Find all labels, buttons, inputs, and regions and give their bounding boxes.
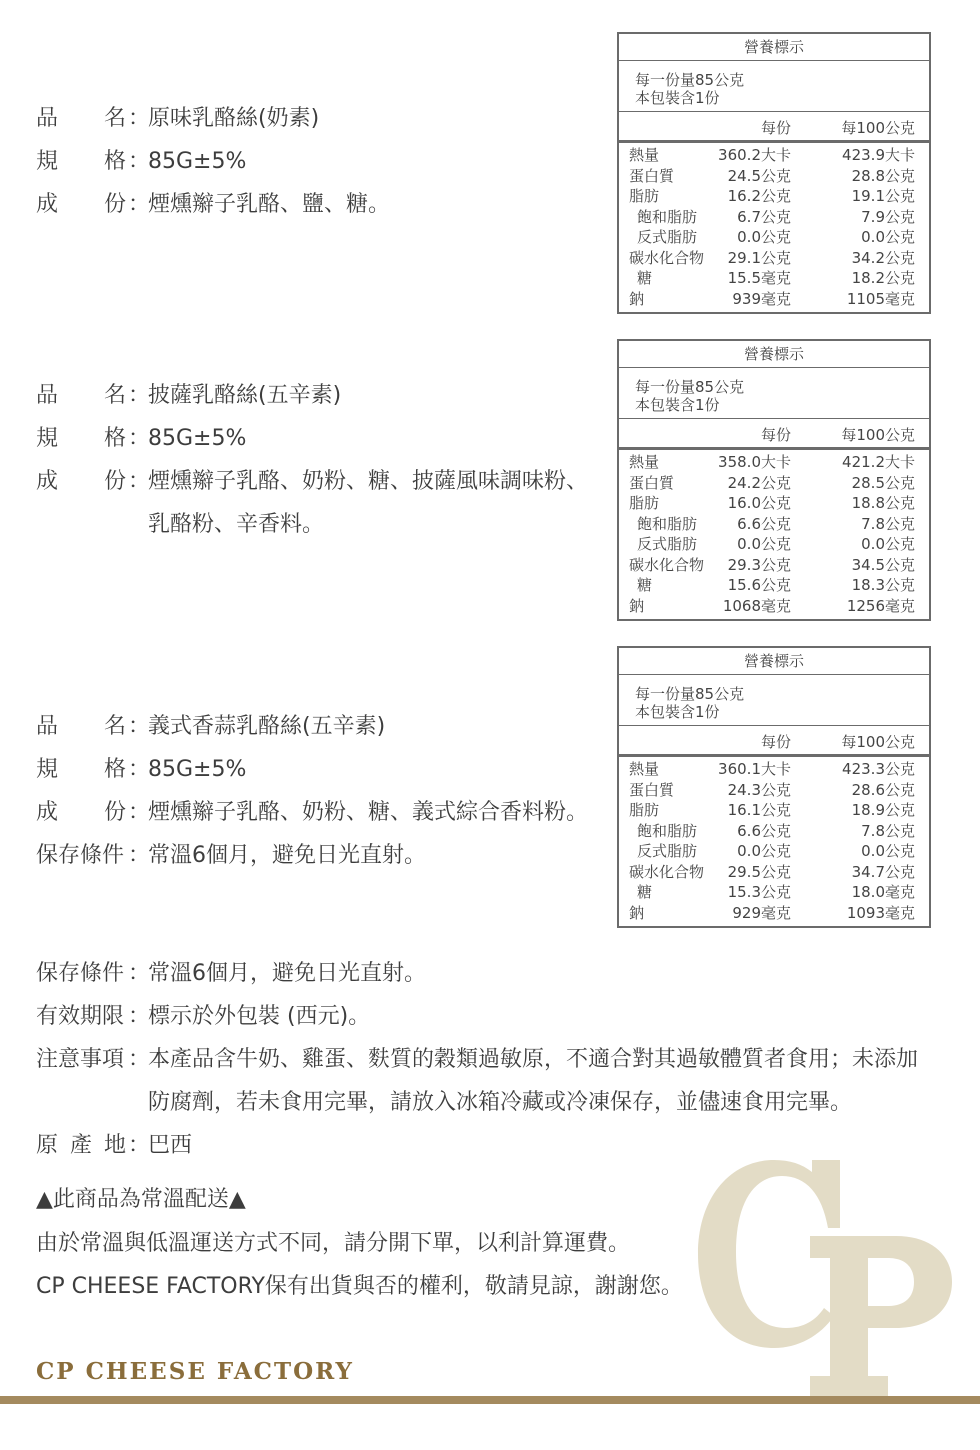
product-spec: 85G±5% xyxy=(148,149,247,174)
product-name-row xyxy=(36,374,606,417)
per-100g-value: 19.1公克 xyxy=(851,187,915,205)
note-label: 有效期限 xyxy=(36,1004,125,1029)
note-text: 巴西 xyxy=(148,1133,193,1158)
nutrition-row xyxy=(619,514,929,535)
nutrient-name: 鈉 xyxy=(629,596,645,615)
shipping-headline: ▲此商品為常溫配送▲ xyxy=(36,1187,246,1212)
per-100g-value: 18.2公克 xyxy=(851,269,915,287)
per-100g-value: 18.3公克 xyxy=(851,576,915,594)
nutrition-header xyxy=(619,112,929,143)
per-serving-value: 939毫克 xyxy=(732,289,791,308)
nutrition-table-1 xyxy=(617,32,931,314)
nutrition-table-3 xyxy=(617,646,931,928)
per-100g-value: 18.0毫克 xyxy=(851,883,915,901)
nutrient-name: 脂肪 xyxy=(629,187,660,205)
product-spec-row xyxy=(36,417,606,460)
per-serving-value: 24.2公克 xyxy=(727,473,791,492)
col-per-100g: 每100公克 xyxy=(841,426,915,444)
note-storage xyxy=(36,952,936,995)
product-ingredients-row xyxy=(36,460,606,537)
nutrition-header xyxy=(619,726,929,757)
nutrition-rows xyxy=(619,757,929,923)
per-serving-value: 16.2公克 xyxy=(727,187,791,205)
nutrient-name: 蛋白質 xyxy=(629,473,675,492)
colon: ： xyxy=(128,714,151,739)
nutrient-name: 飽和脂肪 xyxy=(637,821,698,840)
note-text: 本產品含牛奶、雞蛋、麩質的穀類過敏原，不適合對其過敏體質者食用；未添加 xyxy=(148,1047,919,1072)
nutrition-row xyxy=(619,821,929,842)
nutrition-row xyxy=(619,493,929,514)
per-serving-value: 0.0公克 xyxy=(737,228,791,246)
per-serving-value: 929毫克 xyxy=(732,903,791,922)
note-text: 防腐劑，若未食用完畢，請放入冰箱冷藏或冷凍保存，並儘速食用完畢。 xyxy=(148,1090,853,1115)
per-100g-value: 0.0公克 xyxy=(861,842,915,860)
product-info-2 xyxy=(36,374,606,537)
nutrition-row xyxy=(619,452,929,473)
note-caution xyxy=(36,1038,936,1081)
nutrient-name: 反式脂肪 xyxy=(637,842,698,860)
colon: ： xyxy=(128,106,151,131)
nutrition-title: 營養標示 xyxy=(619,34,929,61)
product-ingredients-row xyxy=(36,183,606,226)
nutrition-row xyxy=(619,903,929,924)
per-100g-value: 1105毫克 xyxy=(846,289,915,308)
per-100g-value: 1256毫克 xyxy=(846,596,915,615)
per-100g-value: 423.9大卡 xyxy=(842,146,915,164)
product-spec: 85G±5% xyxy=(148,757,247,782)
per-serving-value: 360.1大卡 xyxy=(718,760,791,778)
note-text: 標示於外包裝 (西元)。 xyxy=(148,1004,371,1029)
nutrient-name: 碳水化合物 xyxy=(629,862,705,881)
product-info-1 xyxy=(36,97,606,226)
nutrition-row xyxy=(619,882,929,903)
nutrition-row xyxy=(619,841,929,862)
nutrient-name: 鈉 xyxy=(629,289,645,308)
per-100g-value: 34.2公克 xyxy=(851,248,915,267)
nutrient-name: 熱量 xyxy=(629,146,660,164)
footer-bar xyxy=(0,1396,980,1404)
per-100g-value: 7.8公克 xyxy=(861,821,915,840)
colon: ： xyxy=(128,843,151,868)
product-storage-row xyxy=(36,834,606,877)
product-ingredients: 煙燻辮子乳酪、鹽、糖。 xyxy=(148,192,391,217)
colon: ： xyxy=(128,1047,151,1072)
colon: ： xyxy=(128,426,151,451)
nutrient-name: 糖 xyxy=(637,576,653,594)
per-100g-value: 34.5公克 xyxy=(851,555,915,574)
nutrition-rows xyxy=(619,450,929,616)
per-serving-value: 15.6公克 xyxy=(727,576,791,594)
note-expiry xyxy=(36,995,936,1038)
nutrition-table-2 xyxy=(617,339,931,621)
nutrition-row xyxy=(619,166,929,187)
per-serving-value: 1068毫克 xyxy=(722,596,791,615)
spec-label: 規 格 xyxy=(36,426,126,451)
per-serving-value: 15.3公克 xyxy=(727,883,791,901)
colon: ： xyxy=(128,1133,151,1158)
nutrition-row xyxy=(619,248,929,269)
nutrition-title: 營養標示 xyxy=(619,648,929,675)
nutrient-name: 鈉 xyxy=(629,903,645,922)
nutrient-name: 脂肪 xyxy=(629,801,660,819)
nutrition-row xyxy=(619,759,929,780)
per-serving-value: 16.0公克 xyxy=(727,494,791,512)
per-serving-value: 6.6公克 xyxy=(737,514,791,533)
colon: ： xyxy=(128,800,151,825)
serving-size: 每一份量85公克 xyxy=(635,378,745,396)
nutrition-row xyxy=(619,289,929,310)
servings-per-package: 本包裝含1份 xyxy=(635,396,720,414)
per-100g-value: 0.0公克 xyxy=(861,535,915,553)
note-label: 注意事項 xyxy=(36,1047,125,1072)
product-spec: 85G±5% xyxy=(148,426,247,451)
nutrition-row xyxy=(619,800,929,821)
per-serving-value: 29.3公克 xyxy=(727,555,791,574)
spec-label: 規 格 xyxy=(36,757,126,782)
product-name-row xyxy=(36,705,606,748)
nutrition-row xyxy=(619,227,929,248)
name-label: 品 名 xyxy=(36,714,126,739)
product-spec-row xyxy=(36,748,606,791)
per-100g-value: 423.3公克 xyxy=(842,760,915,778)
shipping-line-2: CP CHEESE FACTORY保有出貨與否的權利，敬請見諒，謝謝您。 xyxy=(36,1274,683,1299)
nutrition-row xyxy=(619,596,929,617)
nutrition-row xyxy=(619,207,929,228)
product-spec-row xyxy=(36,140,606,183)
nutrient-name: 蛋白質 xyxy=(629,166,675,185)
nutrition-row xyxy=(619,534,929,555)
colon: ： xyxy=(128,1004,151,1029)
per-serving-value: 15.5毫克 xyxy=(727,269,791,287)
serving-info xyxy=(619,61,929,112)
per-serving-value: 0.0公克 xyxy=(737,842,791,860)
nutrition-row xyxy=(619,555,929,576)
note-caution-continued xyxy=(36,1081,936,1124)
nutrition-row xyxy=(619,268,929,289)
product-info-3 xyxy=(36,705,606,877)
per-serving-value: 6.6公克 xyxy=(737,821,791,840)
nutrient-name: 反式脂肪 xyxy=(637,535,698,553)
nutrition-row xyxy=(619,575,929,596)
per-serving-value: 24.3公克 xyxy=(727,780,791,799)
colon: ： xyxy=(128,961,151,986)
per-100g-value: 28.6公克 xyxy=(851,780,915,799)
nutrition-row xyxy=(619,780,929,801)
nutrient-name: 脂肪 xyxy=(629,494,660,512)
nutrition-rows xyxy=(619,143,929,309)
nutrient-name: 熱量 xyxy=(629,453,660,471)
ingredients-label: 成 份 xyxy=(36,192,126,217)
product-ingredients-continued: 乳酪粉、辛香料。 xyxy=(148,512,325,537)
colon: ： xyxy=(128,192,151,217)
nutrient-name: 反式脂肪 xyxy=(637,228,698,246)
product-name-row xyxy=(36,97,606,140)
nutrient-name: 飽和脂肪 xyxy=(637,207,698,226)
servings-per-package: 本包裝含1份 xyxy=(635,89,720,107)
col-per-serving: 每份 xyxy=(760,733,791,751)
col-per-100g: 每100公克 xyxy=(841,733,915,751)
nutrition-row xyxy=(619,186,929,207)
note-label: 原 產 地 xyxy=(36,1133,126,1158)
col-per-serving: 每份 xyxy=(760,426,791,444)
per-serving-value: 358.0大卡 xyxy=(718,453,791,471)
nutrient-name: 糖 xyxy=(637,883,653,901)
per-100g-value: 7.9公克 xyxy=(861,207,915,226)
per-100g-value: 34.7公克 xyxy=(851,862,915,881)
shipping-line-1: 由於常溫與低溫運送方式不同，請分開下單，以利計算運費。 xyxy=(36,1231,631,1256)
colon: ： xyxy=(128,149,151,174)
spec-label: 規 格 xyxy=(36,149,126,174)
col-per-serving: 每份 xyxy=(760,119,791,137)
nutrient-name: 碳水化合物 xyxy=(629,555,705,574)
nutrition-title: 營養標示 xyxy=(619,341,929,368)
name-label: 品 名 xyxy=(36,106,126,131)
servings-per-package: 本包裝含1份 xyxy=(635,703,720,721)
note-label: 保存條件 xyxy=(36,961,125,986)
ingredients-label: 成 份 xyxy=(36,469,126,494)
per-serving-value: 360.2大卡 xyxy=(718,146,791,164)
storage-label: 保存條件 xyxy=(36,843,125,868)
product-storage: 常溫6個月，避免日光直射。 xyxy=(148,843,426,868)
colon: ： xyxy=(128,383,151,408)
per-serving-value: 16.1公克 xyxy=(727,801,791,819)
product-name: 披薩乳酪絲(五辛素) xyxy=(148,383,342,408)
cp-logo-watermark xyxy=(690,1150,960,1400)
nutrition-row xyxy=(619,145,929,166)
per-100g-value: 18.8公克 xyxy=(851,494,915,512)
per-100g-value: 0.0公克 xyxy=(861,228,915,246)
col-per-100g: 每100公克 xyxy=(841,119,915,137)
colon: ： xyxy=(128,469,151,494)
nutrition-row xyxy=(619,862,929,883)
product-name: 原味乳酪絲(奶素) xyxy=(148,106,320,131)
name-label: 品 名 xyxy=(36,383,126,408)
ingredients-label: 成 份 xyxy=(36,800,126,825)
serving-info xyxy=(619,675,929,726)
per-serving-value: 6.7公克 xyxy=(737,207,791,226)
per-serving-value: 0.0公克 xyxy=(737,535,791,553)
nutrient-name: 熱量 xyxy=(629,760,660,778)
notes-section xyxy=(36,952,936,1167)
nutrient-name: 碳水化合物 xyxy=(629,248,705,267)
per-serving-value: 24.5公克 xyxy=(727,166,791,185)
product-ingredients-row xyxy=(36,791,606,834)
serving-size: 每一份量85公克 xyxy=(635,685,745,703)
per-100g-value: 18.9公克 xyxy=(851,801,915,819)
per-100g-value: 28.5公克 xyxy=(851,473,915,492)
per-100g-value: 421.2大卡 xyxy=(842,453,915,471)
nutrition-row xyxy=(619,473,929,494)
per-serving-value: 29.1公克 xyxy=(727,248,791,267)
product-ingredients: 煙燻辮子乳酪、奶粉、糖、披薩風味調味粉、 xyxy=(148,469,589,494)
per-100g-value: 7.8公克 xyxy=(861,514,915,533)
serving-info xyxy=(619,368,929,419)
product-ingredients: 煙燻辮子乳酪、奶粉、糖、義式綜合香料粉。 xyxy=(148,800,589,825)
nutrient-name: 飽和脂肪 xyxy=(637,514,698,533)
per-serving-value: 29.5公克 xyxy=(727,862,791,881)
footer-brand-logo-text: CP CHEESE FACTORY xyxy=(36,1358,354,1385)
note-text: 常溫6個月，避免日光直射。 xyxy=(148,961,426,986)
nutrient-name: 蛋白質 xyxy=(629,780,675,799)
per-100g-value: 28.8公克 xyxy=(851,166,915,185)
nutrition-header xyxy=(619,419,929,450)
colon: ： xyxy=(128,757,151,782)
nutrient-name: 糖 xyxy=(637,269,653,287)
product-name: 義式香蒜乳酪絲(五辛素) xyxy=(148,714,386,739)
per-100g-value: 1093毫克 xyxy=(846,903,915,922)
serving-size: 每一份量85公克 xyxy=(635,71,745,89)
